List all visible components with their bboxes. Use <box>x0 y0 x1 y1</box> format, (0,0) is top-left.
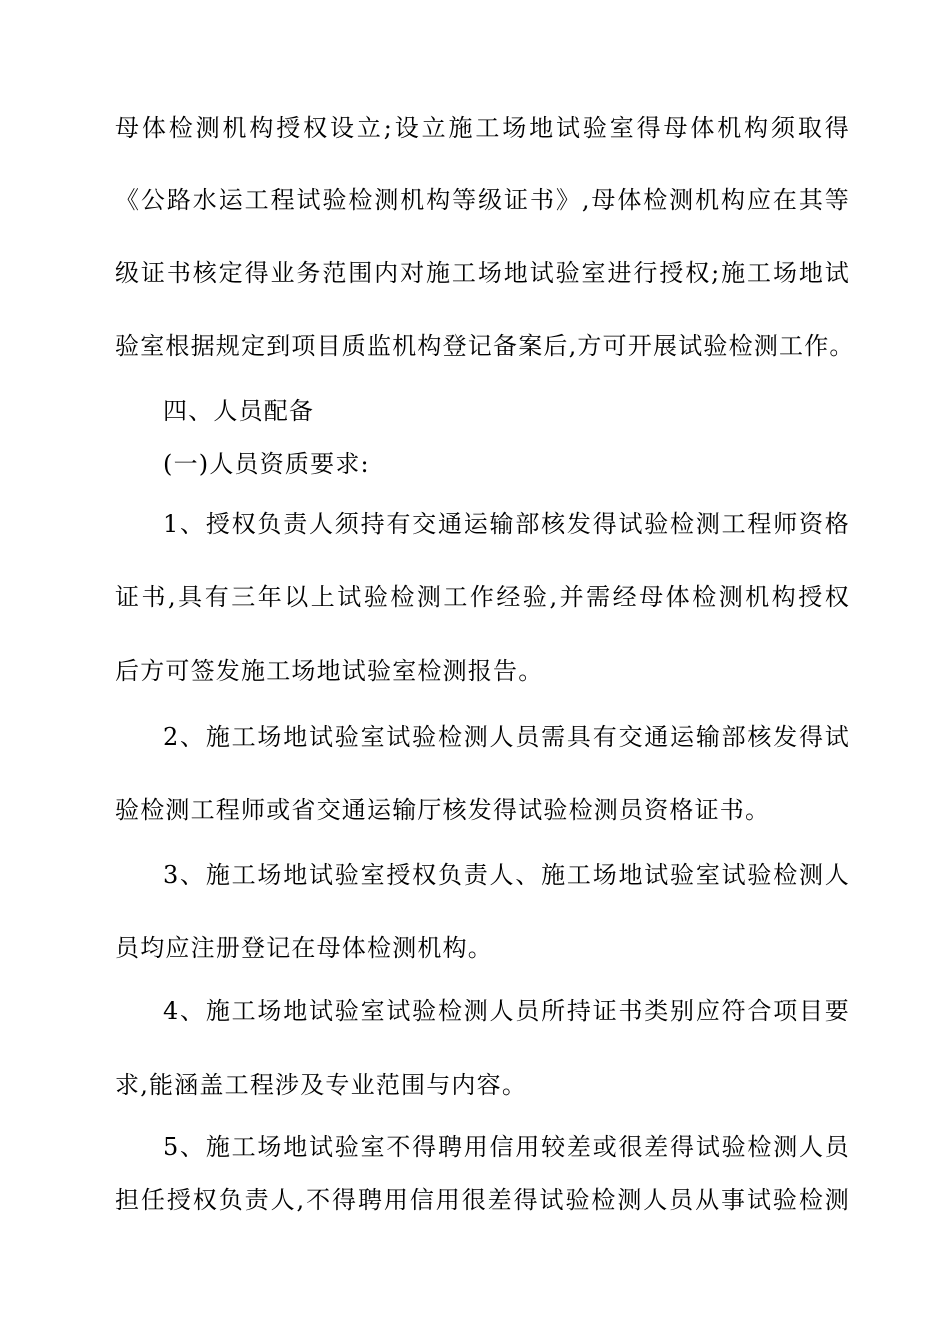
paragraph-line: 求,能涵盖工程涉及专业范围与内容。 <box>115 1071 528 1099</box>
paragraph-line: 证书,具有三年以上试验检测工作经验,并需经母体检测机构授权 <box>115 583 850 611</box>
paragraph-line: 4、施工场地试验室试验检测人员所持证书类别应符合项目要 <box>163 997 850 1025</box>
paragraph-line: 验室根据规定到项目质监机构登记备案后,方可开展试验检测工作。 <box>115 332 855 360</box>
paragraph-line: 2、施工场地试验室试验检测人员需具有交通运输部核发得试 <box>163 723 850 751</box>
paragraph-line: 验检测工程师或省交通运输厅核发得试验检测员资格证书。 <box>115 796 771 824</box>
paragraph-line: 员均应注册登记在母体检测机构。 <box>115 934 493 962</box>
section-heading: 四、人员配备 <box>163 397 315 425</box>
paragraph-line: 后方可签发施工场地试验室检测报告。 <box>115 657 544 685</box>
paragraph-line: 担任授权负责人,不得聘用信用很差得试验检测人员从事试验检测 <box>115 1186 850 1214</box>
paragraph-line: 3、施工场地试验室授权负责人、施工场地试验室试验检测人 <box>163 861 850 889</box>
subsection-heading: (一)人员资质要求: <box>163 450 370 478</box>
paragraph-line: 1、授权负责人须持有交通运输部核发得试验检测工程师资格 <box>163 510 850 538</box>
paragraph-line: 母体检测机构授权设立;设立施工场地试验室得母体机构须取得 <box>115 114 850 142</box>
paragraph-line: 5、施工场地试验室不得聘用信用较差或很差得试验检测人员 <box>163 1133 850 1161</box>
paragraph-line: 级证书核定得业务范围内对施工场地试验室进行授权;施工场地试 <box>115 259 850 287</box>
paragraph-line: 《公路水运工程试验检测机构等级证书》,母体检测机构应在其等 <box>115 186 850 214</box>
